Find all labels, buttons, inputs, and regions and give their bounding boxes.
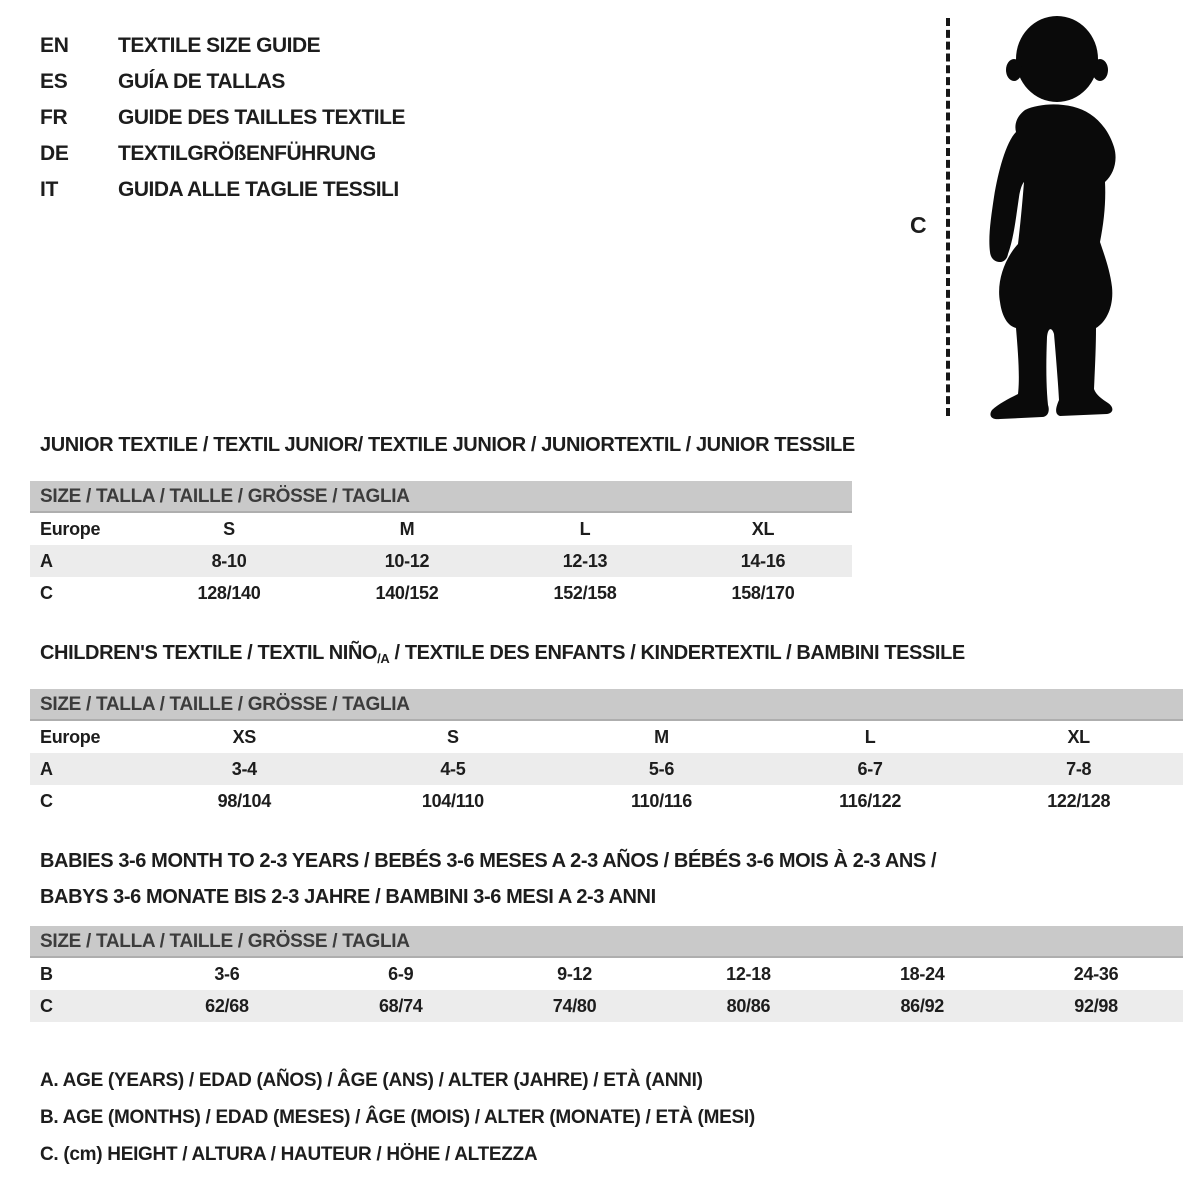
table-header: SIZE / TALLA / TAILLE / GRÖSSE / TAGLIA	[30, 689, 1183, 721]
row-label: C	[40, 583, 53, 603]
children-section-title	[40, 642, 965, 666]
table-cell: 68/74	[378, 996, 423, 1016]
table-cell: M	[399, 519, 415, 539]
table-cell: 6-7	[857, 759, 883, 779]
junior-size-table	[30, 481, 852, 609]
language-row	[40, 28, 405, 64]
table-cell: 8-10	[211, 551, 247, 571]
table-cell: 10-12	[384, 551, 430, 571]
babies-section-title	[40, 843, 936, 915]
table-cell: XL	[751, 519, 775, 539]
children-title-subscript: /A	[377, 651, 390, 666]
row-label: C	[40, 996, 53, 1016]
table-cell: 9-12	[557, 964, 592, 984]
table-cell: 158/170	[731, 583, 795, 603]
table-row	[30, 990, 1183, 1022]
row-label: A	[40, 759, 53, 779]
language-code: DE	[40, 142, 69, 165]
height-measure-dashed-line	[946, 18, 950, 416]
language-label: TEXTILGRÖßENFÜHRUNG	[118, 142, 376, 165]
table-cell: L	[864, 727, 876, 747]
table-cell: 92/98	[1074, 996, 1118, 1016]
footnote-c: C. (cm) HEIGHT / ALTURA / HAUTEUR / HÖHE / ALTEZZA	[40, 1144, 538, 1165]
table-cell: 18-24	[899, 964, 945, 984]
language-row	[40, 172, 405, 208]
children-title-text: CHILDREN'S TEXTILE / TEXTIL NIÑO	[40, 642, 378, 664]
table-row	[30, 577, 852, 609]
table-header: SIZE / TALLA / TAILLE / GRÖSSE / TAGLIA	[30, 926, 1183, 958]
table-row	[30, 545, 852, 577]
table-row	[30, 753, 1183, 785]
language-code: ES	[40, 70, 68, 93]
language-label: GUIDE DES TAILLES TEXTILE	[118, 106, 405, 129]
language-code: FR	[40, 106, 68, 129]
table-header: SIZE / TALLA / TAILLE / GRÖSSE / TAGLIA	[30, 481, 852, 513]
table-cell: 14-16	[740, 551, 786, 571]
table-row	[30, 721, 1183, 753]
row-label: A	[40, 551, 53, 571]
language-row	[40, 100, 405, 136]
table-cell: 4-5	[440, 759, 466, 779]
table-cell: XL	[1067, 727, 1090, 747]
table-cell: 12-18	[726, 964, 771, 984]
language-row	[40, 64, 405, 100]
height-measure-label: C	[910, 212, 927, 238]
table-cell: 3-4	[231, 759, 257, 779]
children-title-text: / TEXTILE DES ENFANTS / KINDERTEXTIL / BAMBINI TESSILE	[389, 642, 965, 664]
table-cell: 62/68	[205, 996, 249, 1016]
table-cell: 7-8	[1066, 759, 1092, 779]
language-label: GUIDA ALLE TAGLIE TESSILI	[118, 178, 399, 201]
babies-title-line1: BABIES 3-6 MONTH TO 2-3 YEARS / BEBÉS 3-6 MESES A 2-3 AÑOS / BÉBÉS 3-6 MOIS À 2-3 ANS /	[40, 850, 937, 872]
table-cell: S	[223, 519, 235, 539]
table-cell: 110/116	[630, 791, 692, 811]
table-cell: S	[447, 727, 459, 747]
row-label: C	[40, 791, 53, 811]
table-cell: 140/152	[375, 583, 439, 603]
table-row	[30, 958, 1183, 990]
table-row	[30, 785, 1183, 817]
footnote-b: B. AGE (MONTHS) / EDAD (MESES) / ÂGE (MOIS) / ALTER (MONATE) / ETÀ (MESI)	[40, 1107, 755, 1128]
toddler-silhouette-icon	[962, 12, 1147, 420]
table-cell: L	[579, 519, 591, 539]
row-label: Europe	[40, 727, 101, 747]
language-row	[40, 136, 405, 172]
table-cell: 80/86	[726, 996, 771, 1016]
babies-title-line2: BABYS 3-6 MONATE BIS 2-3 JAHRE / BAMBINI 3-6 MESI A 2-3 ANNI	[40, 886, 656, 908]
table-cell: 3-6	[214, 964, 240, 984]
language-label: GUÍA DE TALLAS	[118, 70, 285, 93]
table-cell: 74/80	[552, 996, 597, 1016]
junior-section-title: JUNIOR TEXTILE / TEXTIL JUNIOR/ TEXTILE JUNIOR / JUNIORTEXTIL / JUNIOR TESSILE	[40, 434, 855, 456]
table-cell: 116/122	[839, 791, 902, 811]
table-row	[30, 513, 852, 545]
table-cell: XS	[232, 727, 256, 747]
table-cell: 6-9	[388, 964, 414, 984]
table-cell: 98/104	[217, 791, 271, 811]
row-label: Europe	[40, 519, 101, 539]
row-label: B	[40, 964, 53, 984]
table-cell: 122/128	[1047, 791, 1111, 811]
footnote-a: A. AGE (YEARS) / EDAD (AÑOS) / ÂGE (ANS) / ALTER (JAHRE) / ETÀ (ANNI)	[40, 1070, 703, 1091]
language-code: EN	[40, 34, 69, 57]
language-label: TEXTILE SIZE GUIDE	[118, 34, 321, 57]
table-cell: 152/158	[553, 583, 617, 603]
language-guide	[40, 28, 405, 208]
table-cell: 104/110	[421, 791, 484, 811]
table-cell: 86/92	[900, 996, 944, 1016]
babies-size-table	[30, 926, 1183, 1022]
language-code: IT	[40, 178, 59, 201]
table-cell: M	[654, 727, 669, 747]
children-size-table	[30, 689, 1183, 817]
table-cell: 24-36	[1073, 964, 1119, 984]
table-cell: 5-6	[648, 759, 675, 779]
footnotes	[40, 1062, 755, 1173]
table-cell: 128/140	[197, 583, 261, 603]
table-cell: 12-13	[562, 551, 608, 571]
